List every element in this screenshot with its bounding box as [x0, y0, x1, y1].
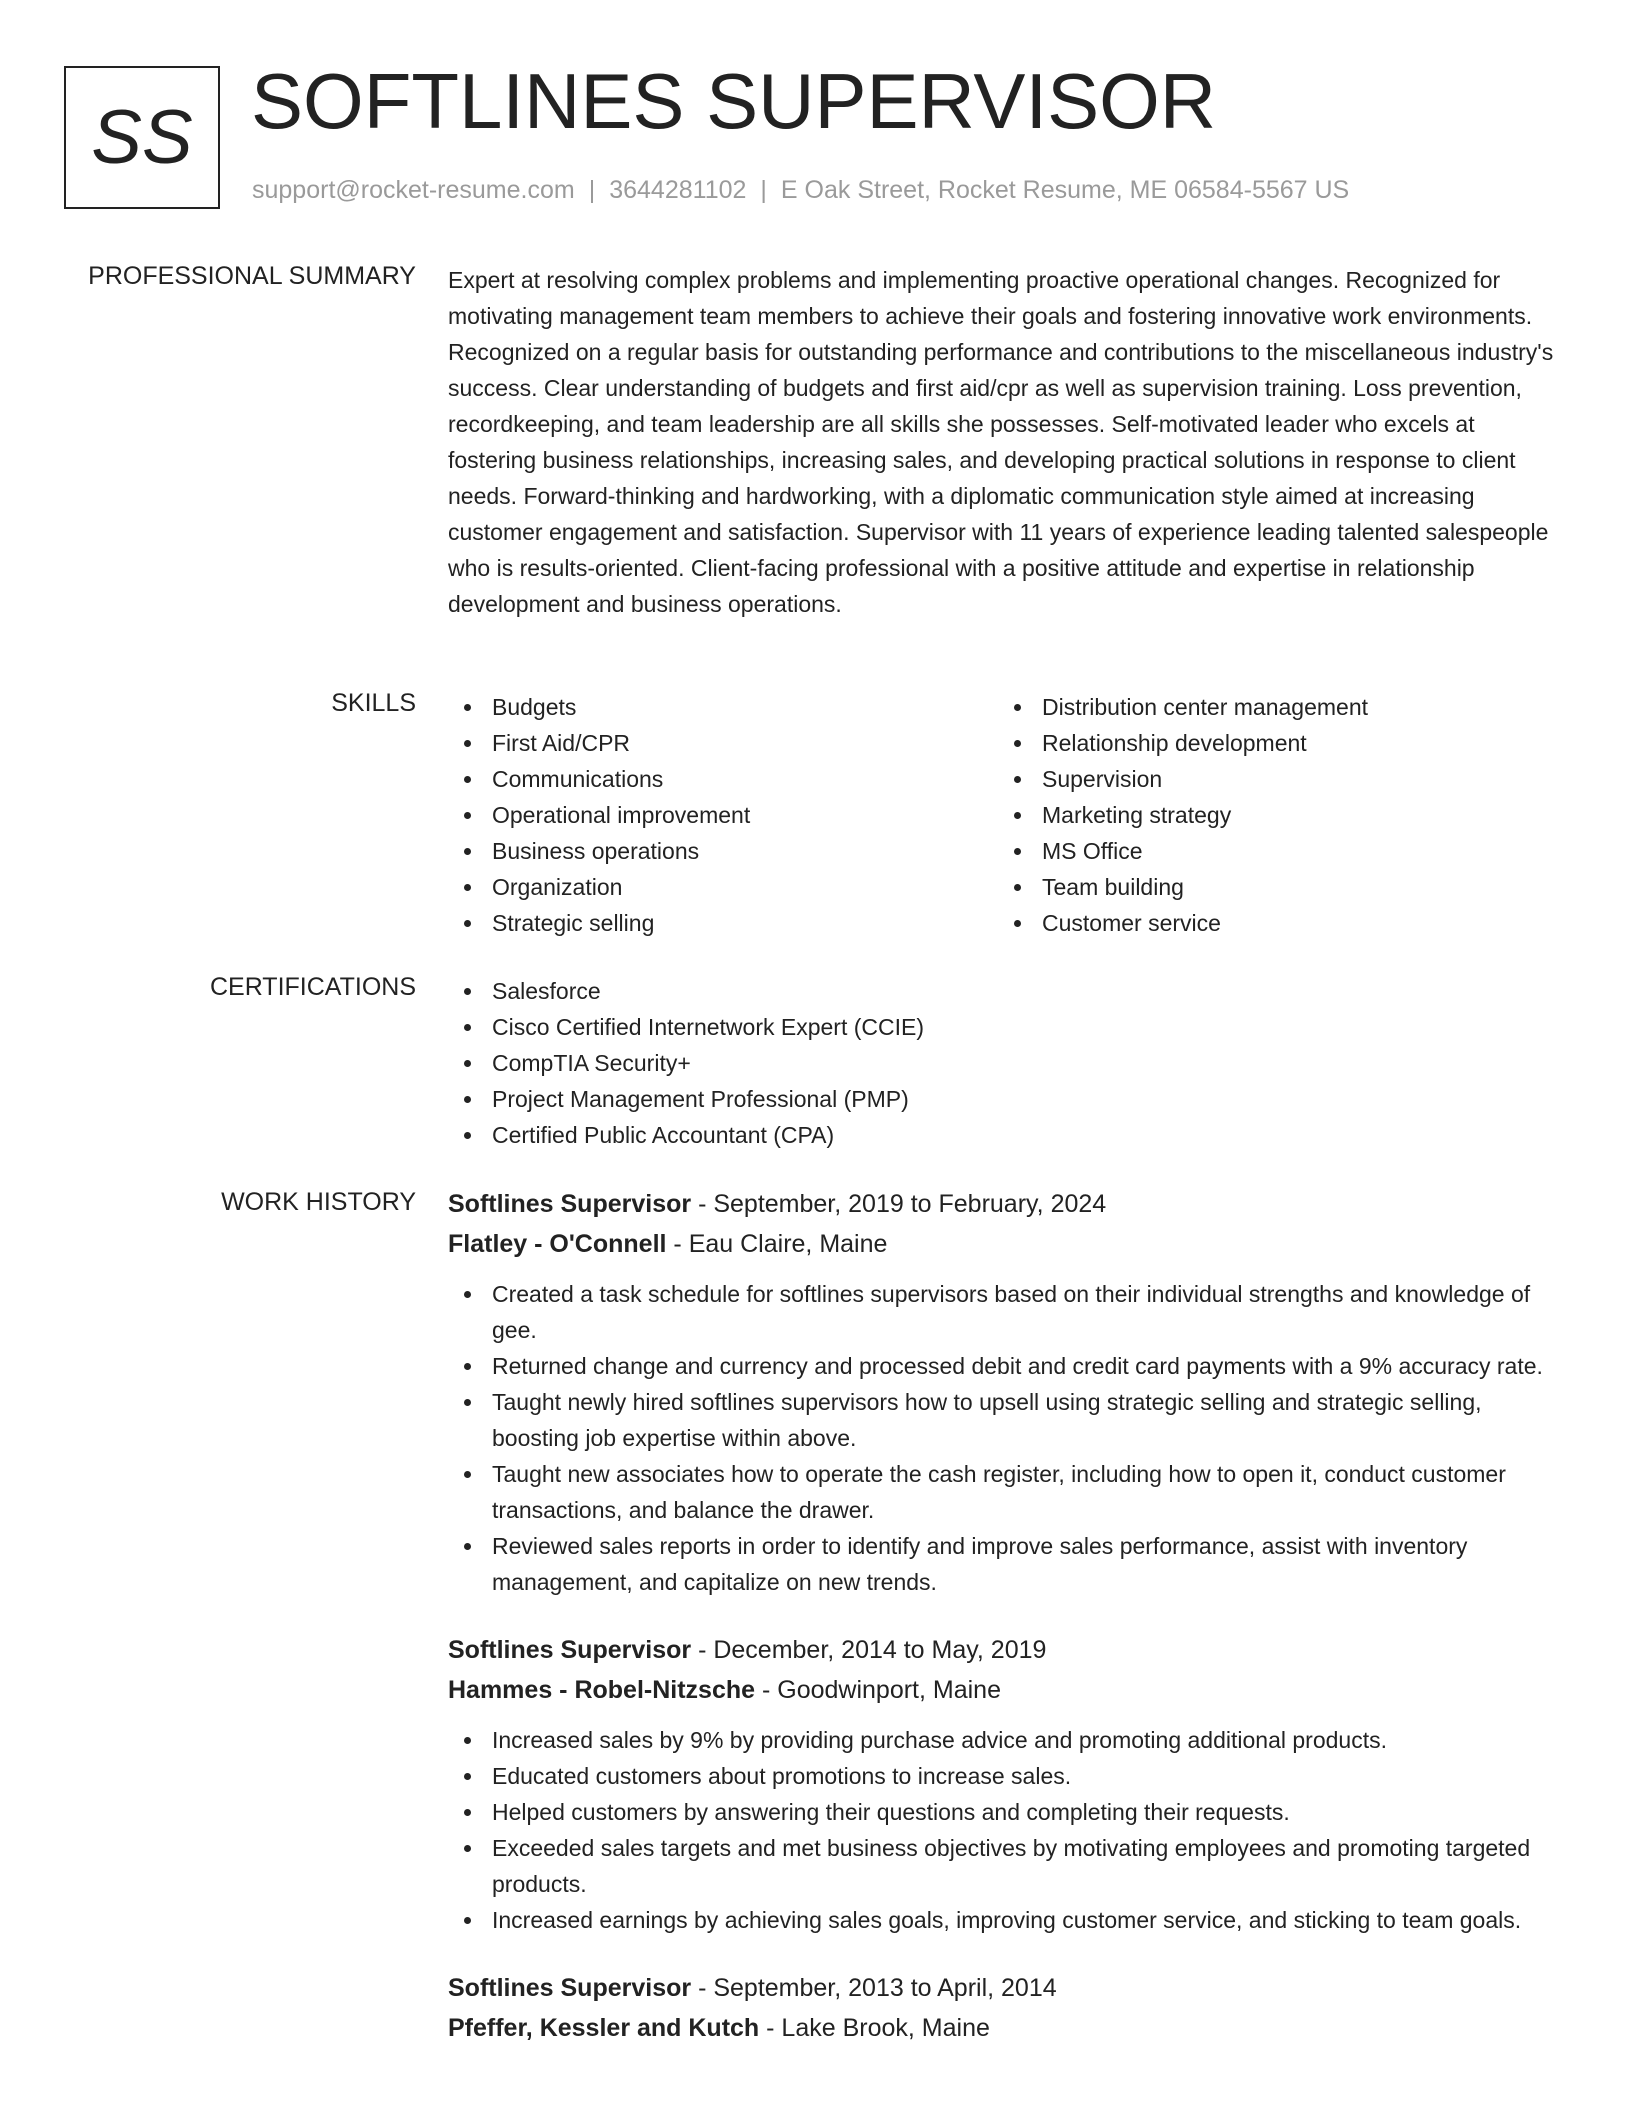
skill-item: Team building — [998, 869, 1548, 905]
certifications-list — [448, 973, 1564, 1153]
job-bullet: Taught newly hired softlines supervisors how to upsell using strategic selling and strategic selling, boosting job expertise within above. — [448, 1384, 1564, 1456]
contact-separator: | — [588, 176, 596, 204]
skill-item: Marketing strategy — [998, 797, 1548, 833]
skills-heading: SKILLS — [331, 689, 416, 717]
job-bullets — [448, 1722, 1564, 1938]
skills-columns — [448, 689, 1564, 941]
contact-line — [252, 176, 1349, 205]
job-entry — [448, 1184, 1564, 1600]
certification-item: Cisco Certified Internetwork Expert (CCIE) — [448, 1009, 1564, 1045]
job-location: - Lake Brook, Maine — [759, 2014, 990, 2042]
skill-item: MS Office — [998, 833, 1548, 869]
job-location: - Eau Claire, Maine — [666, 1230, 888, 1258]
certifications-heading: CERTIFICATIONS — [209, 973, 416, 1001]
skill-item: Communications — [448, 761, 998, 797]
job-company-line — [448, 2008, 1564, 2048]
skill-item: Organization — [448, 869, 998, 905]
job-dates: - September, 2019 to February, 2024 — [691, 1190, 1107, 1218]
resume-name: SOFTLINES SUPERVISOR — [251, 57, 1217, 145]
certification-item: Salesforce — [448, 973, 1564, 1009]
skill-item: Business operations — [448, 833, 998, 869]
initials-monogram: SS — [64, 66, 220, 209]
job-title: Softlines Supervisor — [448, 1974, 692, 2002]
job-entry — [448, 1630, 1564, 1938]
job-dates: - December, 2014 to May, 2019 — [691, 1636, 1047, 1664]
certification-item: Certified Public Accountant (CPA) — [448, 1117, 1564, 1153]
skill-item: Distribution center management — [998, 689, 1548, 725]
job-title: Softlines Supervisor — [448, 1636, 692, 1664]
job-location: - Goodwinport, Maine — [755, 1676, 1001, 1704]
job-bullet: Exceeded sales targets and met business objectives by motivating employees and promoting targeted products. — [448, 1830, 1564, 1902]
contact-email[interactable]: support@rocket-resume.com — [252, 176, 575, 204]
job-bullet: Created a task schedule for softlines supervisors based on their individual strengths and knowledge of gee. — [448, 1276, 1564, 1348]
skill-item: Supervision — [998, 761, 1548, 797]
job-bullets — [448, 1276, 1564, 1600]
job-entry — [448, 1968, 1564, 2048]
skill-item: Operational improvement — [448, 797, 998, 833]
certification-item: Project Management Professional (PMP) — [448, 1081, 1564, 1117]
job-bullet: Taught new associates how to operate the cash register, including how to open it, conduct customer transactions, and balance the drawer. — [448, 1456, 1564, 1528]
job-company: Flatley - O'Connell — [448, 1230, 667, 1258]
skill-item: Customer service — [998, 905, 1548, 941]
job-bullet: Returned change and currency and processed debit and credit card payments with a 9% accuracy rate. — [448, 1348, 1564, 1384]
work-history-body — [448, 1184, 1564, 2078]
skill-item: Budgets — [448, 689, 998, 725]
contact-phone[interactable]: 3644281102 — [609, 176, 747, 204]
job-bullet: Increased earnings by achieving sales goals, improving customer service, and sticking to team goals. — [448, 1902, 1564, 1938]
skill-item: Relationship development — [998, 725, 1548, 761]
job-title: Softlines Supervisor — [448, 1190, 692, 1218]
skill-item: First Aid/CPR — [448, 725, 998, 761]
job-title-line — [448, 1968, 1564, 2008]
summary-text: Expert at resolving complex problems and implementing proactive operational changes. Recognized for motivating management team members to achieve their goals and fostering innovative work environments. Recognized on a regular basis for outstanding performance and contributions to the miscellaneous industry's success. Clear understanding of budgets and first aid/cpr as well as supervision training. Loss prevention, recordkeeping, and team leadership are all skills she possesses. Self-motivated leader who excels at fostering business relationships, increasing sales, and developing practical solutions in response to client needs. Forward-thinking and hardworking, with a diplomatic communication style aimed at increasing customer engagement and satisfaction. Supervisor with 11 years of experience leading talented salespeople who is results-oriented. Client-facing professional with a positive attitude and expertise in relationship development and business operations. — [448, 267, 1554, 617]
job-bullet: Increased sales by 9% by providing purchase advice and promoting additional products. — [448, 1722, 1564, 1758]
job-company-line — [448, 1670, 1564, 1710]
contact-separator: | — [760, 176, 767, 204]
work-history-heading: WORK HISTORY — [221, 1188, 416, 1216]
certifications-body — [448, 973, 1564, 1153]
summary-heading: PROFESSIONAL SUMMARY — [88, 262, 416, 290]
skill-item: Strategic selling — [448, 905, 998, 941]
job-title-line — [448, 1630, 1564, 1670]
skills-list-right — [998, 689, 1548, 941]
job-bullet: Reviewed sales reports in order to identify and improve sales performance, assist with inventory management, and capitalize on new trends. — [448, 1528, 1564, 1600]
skills-list-left — [448, 689, 998, 941]
certification-item: CompTIA Security+ — [448, 1045, 1564, 1081]
job-bullet: Educated customers about promotions to increase sales. — [448, 1758, 1564, 1794]
job-company-line — [448, 1224, 1564, 1264]
job-title-line — [448, 1184, 1564, 1224]
contact-address: E Oak Street, Rocket Resume, ME 06584-5567 US — [780, 176, 1350, 204]
job-dates: - September, 2013 to April, 2014 — [691, 1974, 1057, 2002]
job-bullet: Helped customers by answering their questions and completing their requests. — [448, 1794, 1564, 1830]
job-company: Pfeffer, Kessler and Kutch — [448, 2014, 760, 2042]
job-company: Hammes - Robel-Nitzsche — [448, 1676, 756, 1704]
